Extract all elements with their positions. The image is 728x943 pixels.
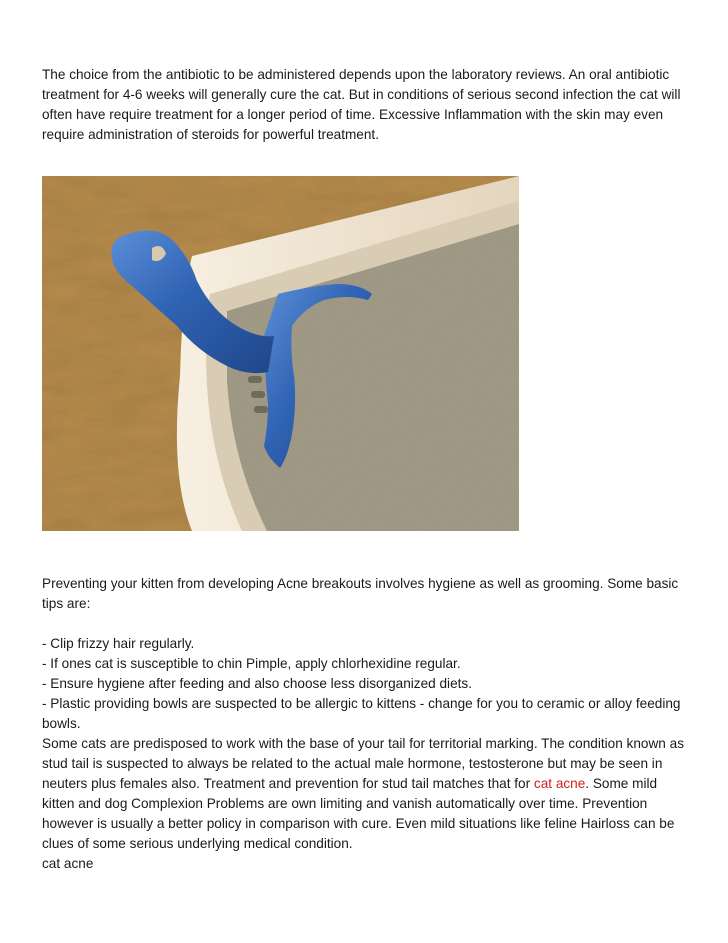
stud-tail-text: Some cats are predisposed to work with the base of your tail for territorial marking. The condition known as stud tail is suspected to always be related to the actual male hormone, testosterone but may be seen in neuters plus females also. Treatment and prevention for stud tail matches that for — [42, 736, 684, 791]
tips-list — [42, 634, 690, 734]
litter-scoop-illustration — [42, 176, 519, 531]
tip-item: - Clip frizzy hair regularly. — [42, 636, 195, 651]
litter-box-photo — [42, 176, 519, 531]
paragraph-prevention: Preventing your kitten from developing Acne breakouts involves hygiene as well as grooming. Some basic tips are: — [42, 576, 679, 611]
tip-item: - Ensure hygiene after feeding and also choose less disorganized diets. — [42, 676, 472, 691]
tip-item: - Plastic providing bowls are suspected to be allergic to kittens - change for you to ceramic or alloy feeding bowls. — [42, 696, 681, 731]
cat-acne-trailing-text: cat acne — [42, 856, 94, 871]
cat-acne-link[interactable]: cat acne — [533, 776, 586, 791]
tip-item: - If ones cat is susceptible to chin Pimple, apply chlorhexidine regular. — [42, 656, 461, 671]
paragraph-antibiotic: The choice from the antibiotic to be administered depends upon the laboratory reviews. An oral antibiotic treatment for 4-6 weeks will generally cure the cat. But in conditions of serious second infection the cat will often have require treatment for a longer period of time. Excessive Inflammation with the skin may even require administration of steroids for powerful treatment. — [42, 67, 681, 142]
stud-tail-text-continued: . Some mild kitten and dog Complexion Problems are own limiting and vanish automatically over time. Prevention however is usually a better policy in comparison with cure. Even mild situations like feline Hairloss can be clues of some serious underlying medical condition. — [42, 776, 675, 851]
paragraph-stud-tail — [42, 734, 690, 874]
